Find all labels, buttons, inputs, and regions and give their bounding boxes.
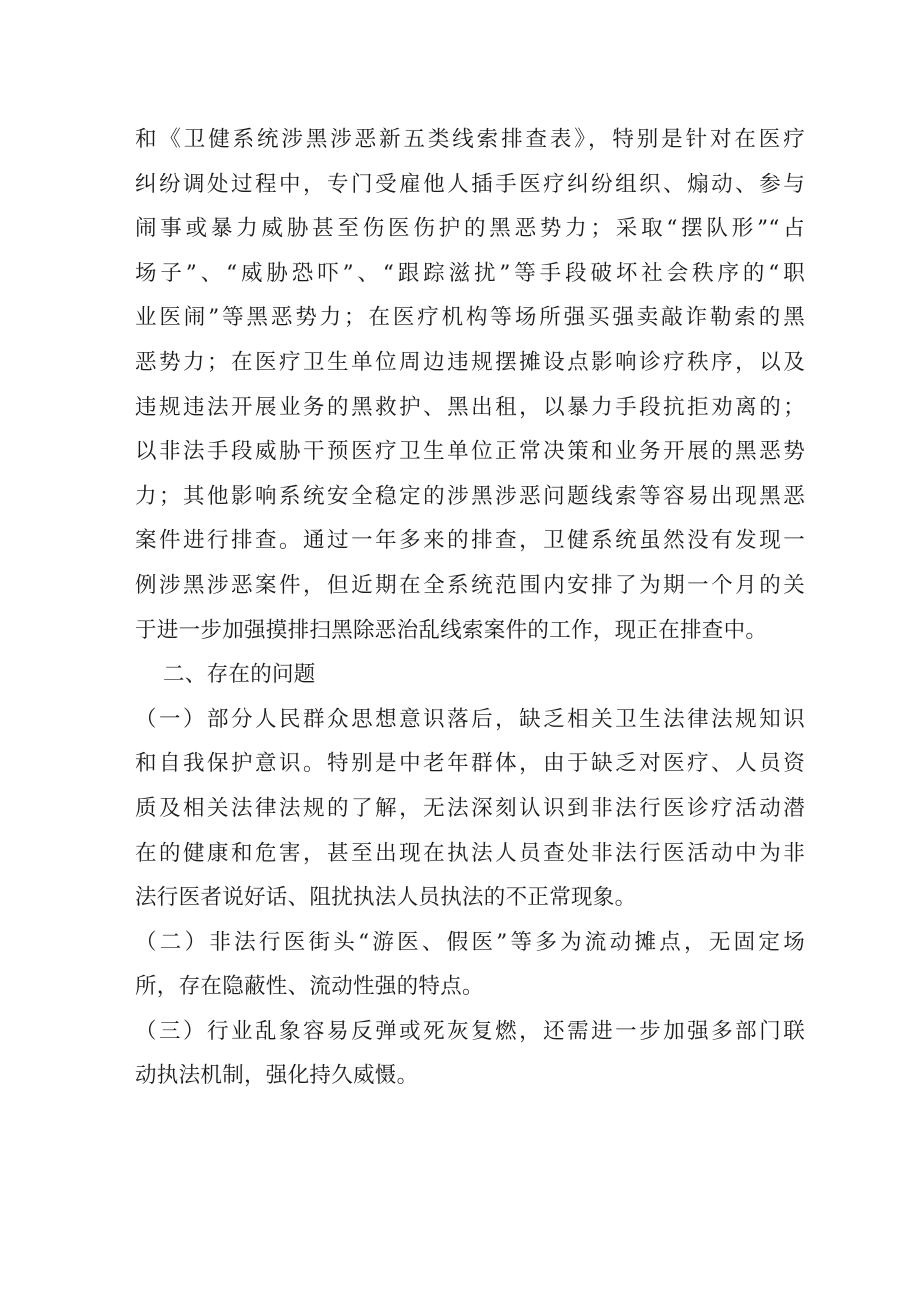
paragraph-line: 力；其他影响系统安全稳定的涉黑涉恶问题线索等容易出现黑恶 [135,483,805,509]
paragraph-line: 所，存在隐蔽性、流动性强的特点。 [135,974,484,1000]
paragraph-line: （三）行业乱象容易反弹或死灰复燃，还需进一步加强多部门联 [135,1018,805,1044]
paragraph-line: 在的健康和危害，甚至出现在执法人员查处非法行医活动中为非 [135,840,805,866]
paragraph-line: 法行医者说好话、阻扰执法人员执法的不正常现象。 [135,885,637,911]
section-heading: 二、存在的问题 [163,662,316,688]
paragraph-line: （二）非法行医街头“游医、假医”等多为流动摊点，无固定场 [135,929,805,955]
paragraph-line: 案件进行排查。通过一年多来的排查，卫健系统虽然没有发现一 [135,528,805,554]
paragraph-line: 违规违法开展业务的黑救护、黑出租，以暴力手段抗拒劝离的； [135,394,805,420]
paragraph-line: 以非法手段威胁干预医疗卫生单位正常决策和业务开展的黑恶势 [135,439,805,465]
document-body [135,118,805,1099]
paragraph-line: 动执法机制，强化持久威慑。 [135,1063,419,1089]
paragraph-line: 和自我保护意识。特别是中老年群体，由于缺乏对医疗、人员资 [135,751,805,777]
paragraph-line: 业医闹”等黑恶势力；在医疗机构等场所强买强卖敲诈勒索的黑 [135,305,805,331]
paragraph-line: 恶势力；在医疗卫生单位周边违规摆摊设点影响诊疗秩序，以及 [135,349,805,375]
paragraph-line: 和《卫健系统涉黑涉恶新五类线索排查表》，特别是针对在医疗 [135,127,805,152]
paragraph-line: 场子”、“威胁恐吓”、“跟踪滋扰”等手段破坏社会秩序的“职 [135,260,805,286]
paragraph-line: 于进一步加强摸排扫黑除恶治乱线索案件的工作，现正在排查中。 [135,617,768,643]
paragraph-investigation [135,118,805,653]
problem-item-3 [135,1010,805,1099]
paragraph-line: 质及相关法律法规的了解，无法深刻认识到非法行医诊疗活动潜 [135,795,805,821]
paragraph-line: 例涉黑涉恶案件，但近期在全系统范围内安排了为期一个月的关 [135,572,805,598]
paragraph-line: （一）部分人民群众思想意识落后，缺乏相关卫生法律法规知识 [135,706,805,732]
problem-item-2 [135,921,805,1010]
problem-item-1 [135,698,805,921]
paragraph-line: 纠纷调处过程中，专门受雇他人插手医疗纠纷组织、煽动、参与 [135,171,805,197]
paragraph-line: 闹事或暴力威胁甚至伤医伤护的黑恶势力；采取“摆队形”“占 [135,216,805,242]
